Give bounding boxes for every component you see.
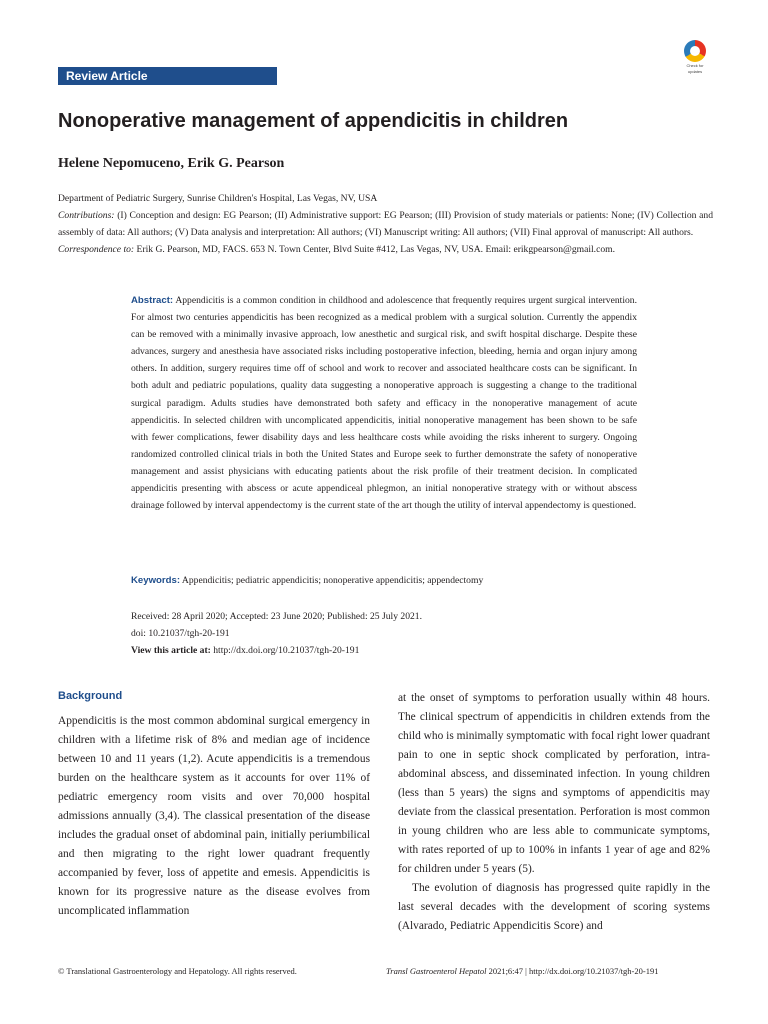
crossmark-icon [684,40,706,62]
left-column [58,712,370,921]
crossmark-label-1: Check for [686,63,704,68]
check-for-updates-badge[interactable] [680,40,710,76]
abstract [131,292,637,514]
contributions [58,207,713,241]
paragraph: The evolution of diagnosis has progressed quite rapidly in the last several decades with the development of scoring systems (Alvarado, Pediatric Appendicitis Score) and [398,882,710,932]
abstract-label: Abstract: [131,295,174,306]
paragraph: Appendicitis is the most common abdominal surgical emergency in children with a lifetime risk of 8% and median age of incidence between 10 and 11 years (1,2). Acute appendicitis is a tremendous burden on the healthcare system as it accounts for over 11% of pediatric emergency room visits and over 70,000 hospital admissions annually (3,4). The classical presentation of the disease includes the gradual onset of abdominal pain, initially periumbilical and then migrating to the right lower quadrant frequently accompanied by fever, loss of appetite and emesis. Appendicitis is known for its progressive nature as the disease evolves from uncomplicated inflammation [58,715,370,917]
article-title: Nonoperative management of appendicitis in children [58,110,569,132]
correspondence-label: Correspondence to: [58,244,135,255]
crossmark-label-2: updates [687,69,703,74]
paragraph: at the onset of symptoms to perforation usually within 48 hours. The clinical spectrum of appendicitis in children extends from the child who is minimally symptomatic with focal right lower quadrant pain to one in septic shock complicated by perforation, intra-abdominal abscess, and disseminated infection. In young children (less than 5 years) the signs and symptoms of appendicitis may deviate from the classical presentation. Perforation is most common in young children who are less able to communicate symptoms, with rates reported of up to 100% in infants 1 year of age and 82% for children under 5 years (5). [398,692,710,875]
keywords-text: Appendicitis; pediatric appendicitis; nonoperative appendicitis; appendectomy [181,575,484,586]
view-label: View this article at: [131,645,211,656]
dates: Received: 28 April 2020; Accepted: 23 June 2020; Published: 25 July 2021. [131,611,422,622]
article-type-badge: Review Article [58,67,277,85]
right-column [398,689,710,936]
contributions-label: Contributions: [58,210,115,221]
view-url[interactable]: http://dx.doi.org/10.21037/tgh-20-191 [213,645,360,656]
correspondence-text: Erik G. Pearson, MD, FACS. 653 N. Town Center, Blvd Suite #412, Las Vegas, NV, USA. Email: erikgpearson@gmail.com. [136,244,615,255]
article-link[interactable] [131,642,637,659]
journal-abbrev: Transl Gastroenterol Hepatol [386,966,487,976]
correspondence [58,241,713,258]
copyright-footer: © Translational Gastroenterology and Hepatology. All rights reserved. [58,966,297,976]
keywords [131,572,637,589]
abstract-text: Appendicitis is a common condition in childhood and adolescence that frequently requires urgent surgical intervention. For almost two centuries appendicitis has been recognized as a medical problem with a surgical solution. Currently the appendix can be removed with a minimally invasive approach, low anesthetic and surgical risk, and swift hospital discharge. Despite these advances, surgery and anesthesia have associated risks including postoperative infection, bleeding, hernia and organ injury among others. In addition, surgery requires time off of school and work to recover and associated healthcare costs can be significant. In both adult and pediatric populations, quality data suggesting a nonoperative approach is suggesting a change to the traditional surgical paradigm. Adults studies have demonstrated both safety and efficacy in the nonoperative management of acute appendicitis. In selected children with uncomplicated appendicitis, initial nonoperative management has been shown to be safe with fewer complications, fewer disability days and less healthcare costs while avoiding the risks inherent to surgery. Ongoing randomized controlled clinical trials in both the United States and Europe seek to further demonstrate the safety of nonoperative management and assist physicians with educating patients about the risk profile of their treatment decision. In complicated appendicitis presenting with abscess or acute appendiceal phlegmon, an initial nonoperative strategy with or without abscess drainage followed by interval appendectomy is the current state of the art though the utility of interval appendectomy is questioned. [131,295,637,512]
keywords-label: Keywords: [131,575,181,586]
contributions-text: (I) Conception and design: EG Pearson; (II) Administrative support: EG Pearson; (III) Provision of study materials or patients: None; (IV) Collection and assembly of data: All authors; (V) Data analysis and interpretation: All authors; (VI) Manuscript writing: All authors; (VII) Final approval of manuscript: All authors. [58,210,713,238]
section-heading: Background [58,690,123,702]
author-info [58,190,713,258]
citation-footer [386,966,658,976]
article-metadata [131,608,637,659]
doi: doi: 10.21037/tgh-20-191 [131,628,230,639]
affiliation: Department of Pediatric Surgery, Sunrise Children's Hospital, Las Vegas, NV, USA [58,193,378,204]
citation-text: 2021;6:47 | http://dx.doi.org/10.21037/tgh-20-191 [488,966,659,976]
author-list: Helene Nepomuceno, Erik G. Pearson [58,156,285,171]
